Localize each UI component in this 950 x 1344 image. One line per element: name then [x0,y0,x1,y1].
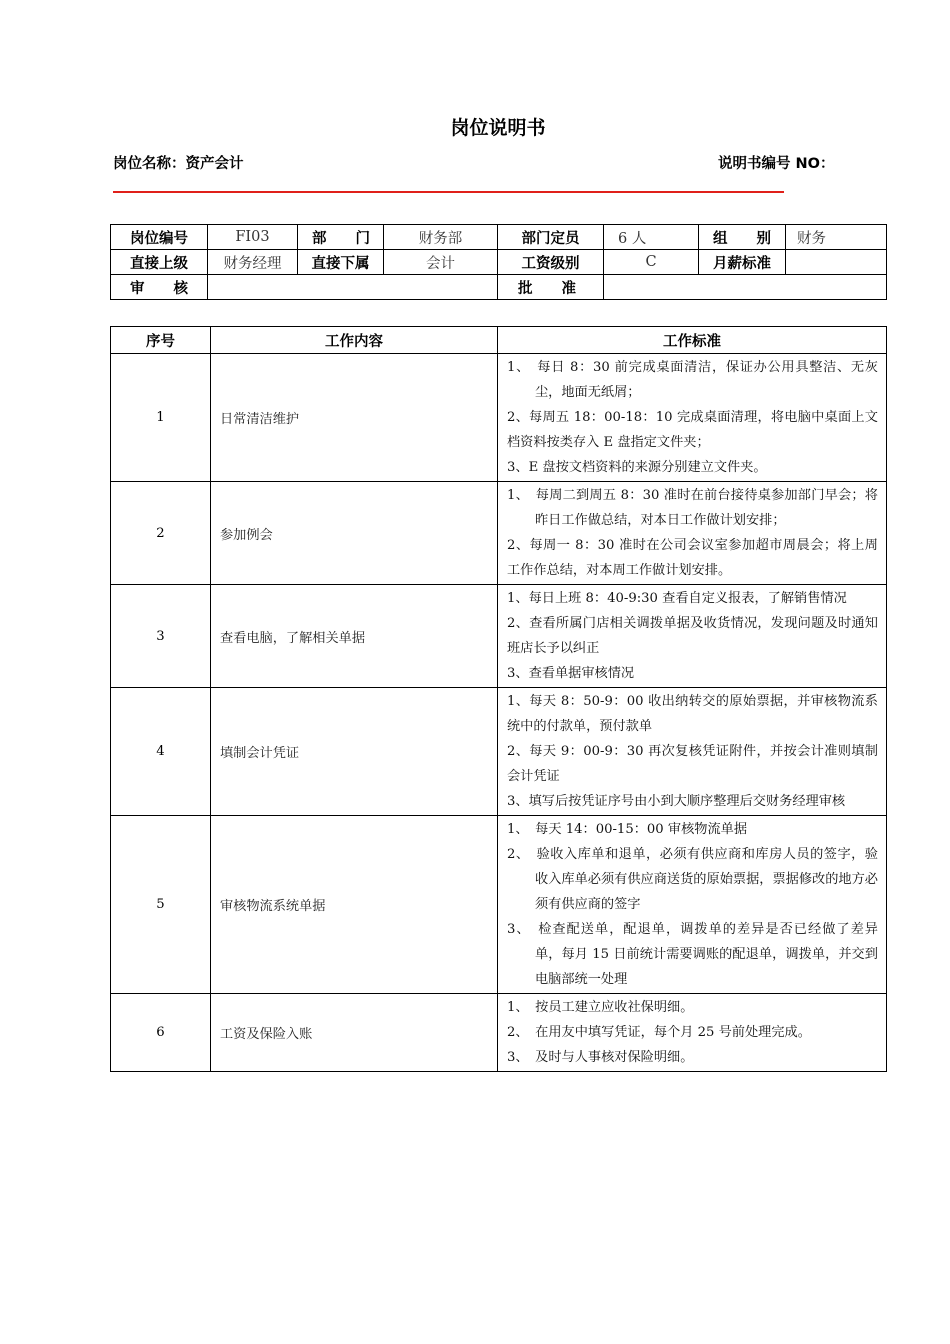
header-standard: 工作标准 [498,327,887,354]
pos-code-value: FI03 [208,225,298,250]
standard-item: 3、E 盘按文档资料的来源分别建立文件夹。 [507,460,767,475]
duty-number: 1 [111,354,211,482]
salary-label: 月薪标准 [699,250,786,275]
standard-item: 3、 及时与人事核对保险明细。 [507,1050,694,1065]
superior-label: 直接上级 [111,250,208,275]
standard-item: 3、 检查配送单，配退单，调拨单的差异是否已经做了差异单，每月 15 日前统计需要调账的配退单，调拨单，并交到电脑部统一处理 [507,922,878,987]
position-info-table [110,224,887,300]
standard-item: 3、查看单据审核情况 [507,666,635,681]
duty-standards [498,994,887,1072]
duty-standards [498,482,887,585]
header-divider [113,191,784,193]
grade-label: 工资级别 [498,250,604,275]
standard-item: 2、 验收入库单和退单，必须有供应商和库房人员的签字，验收入库单必须有供应商送货的原始票据，票据修改的地方必须有供应商的签字 [507,847,878,912]
duty-number: 5 [111,816,211,994]
dept-value: 财务部 [384,225,498,250]
info-row [111,275,887,300]
pos-code-label: 岗位编号 [111,225,208,250]
standard-item: 3、填写后按凭证序号由小到大顺序整理后交财务经理审核 [507,794,846,809]
position-name-label: 岗位名称：资产会计 [113,156,244,172]
info-row [111,250,887,275]
standard-item: 2、每周一 8：30 准时在公司会议室参加超市周晨会；将上周工作作总结，对本周工作做计划安排。 [507,538,878,578]
duty-standards [498,688,887,816]
document-number-label: 说明书编号 NO： [718,156,835,172]
duty-standards [498,585,887,688]
duty-content: 填制会计凭证 [211,688,498,816]
duty-content: 审核物流系统单据 [211,816,498,994]
headcount-value: 6 人 [604,225,699,250]
standard-item: 1、每日上班 8：40-9:30 查看自定义报表，了解销售情况 [507,591,847,606]
standard-item: 1、 每日 8：30 前完成桌面清洁，保证办公用具整洁、无灰尘，地面无纸屑； [507,360,878,400]
approve-label: 批 准 [498,275,604,300]
review-label: 审 核 [111,275,208,300]
duty-content: 参加例会 [211,482,498,585]
duties-header-row [111,327,887,354]
duty-row [111,688,887,816]
superior-value: 财务经理 [208,250,298,275]
duty-number: 4 [111,688,211,816]
dept-label: 部 门 [298,225,384,250]
review-value [208,275,498,300]
header-seq: 序号 [111,327,211,354]
duty-row [111,354,887,482]
document-title: 岗位说明书 [450,117,546,139]
standard-item: 2、每天 9：00-9：30 再次复核凭证附件，并按会计准则填制会计凭证 [507,744,878,784]
duty-row [111,482,887,585]
standard-item: 1、 每天 14：00-15：00 审核物流单据 [507,822,748,837]
duty-content: 工资及保险入账 [211,994,498,1072]
info-row [111,225,887,250]
standard-item: 2、每周五 18：00-18：10 完成桌面清理，将电脑中桌面上文档资料按类存入 E 盘指定文件夹； [507,410,878,450]
duty-content: 查看电脑，了解相关单据 [211,585,498,688]
duty-number: 3 [111,585,211,688]
duty-standards [498,354,887,482]
standard-item: 1、 按员工建立应收社保明细。 [507,1000,694,1015]
salary-value [786,250,887,275]
header-content: 工作内容 [211,327,498,354]
group-label: 组 别 [699,225,786,250]
subordinate-value: 会计 [384,250,498,275]
duty-row [111,994,887,1072]
grade-value: C [604,250,699,275]
headcount-label: 部门定员 [498,225,604,250]
duty-number: 2 [111,482,211,585]
approve-value [604,275,887,300]
duty-content: 日常清洁维护 [211,354,498,482]
duties-table [110,326,887,1072]
group-value: 财务 [786,225,887,250]
duty-row [111,816,887,994]
duty-row [111,585,887,688]
standard-item: 1、 每周二到周五 8：30 准时在前台接待桌参加部门早会；将昨日工作做总结，对本日工作做计划安排； [507,488,878,528]
duty-standards [498,816,887,994]
subordinate-label: 直接下属 [298,250,384,275]
standard-item: 2、查看所属门店相关调拨单据及收货情况，发现问题及时通知班店长予以纠正 [507,616,878,656]
standard-item: 2、 在用友中填写凭证，每个月 25 号前处理完成。 [507,1025,811,1040]
duty-number: 6 [111,994,211,1072]
standard-item: 1、每天 8：50-9：00 收出纳转交的原始票据，并审核物流系统中的付款单，预付款单 [507,694,878,734]
